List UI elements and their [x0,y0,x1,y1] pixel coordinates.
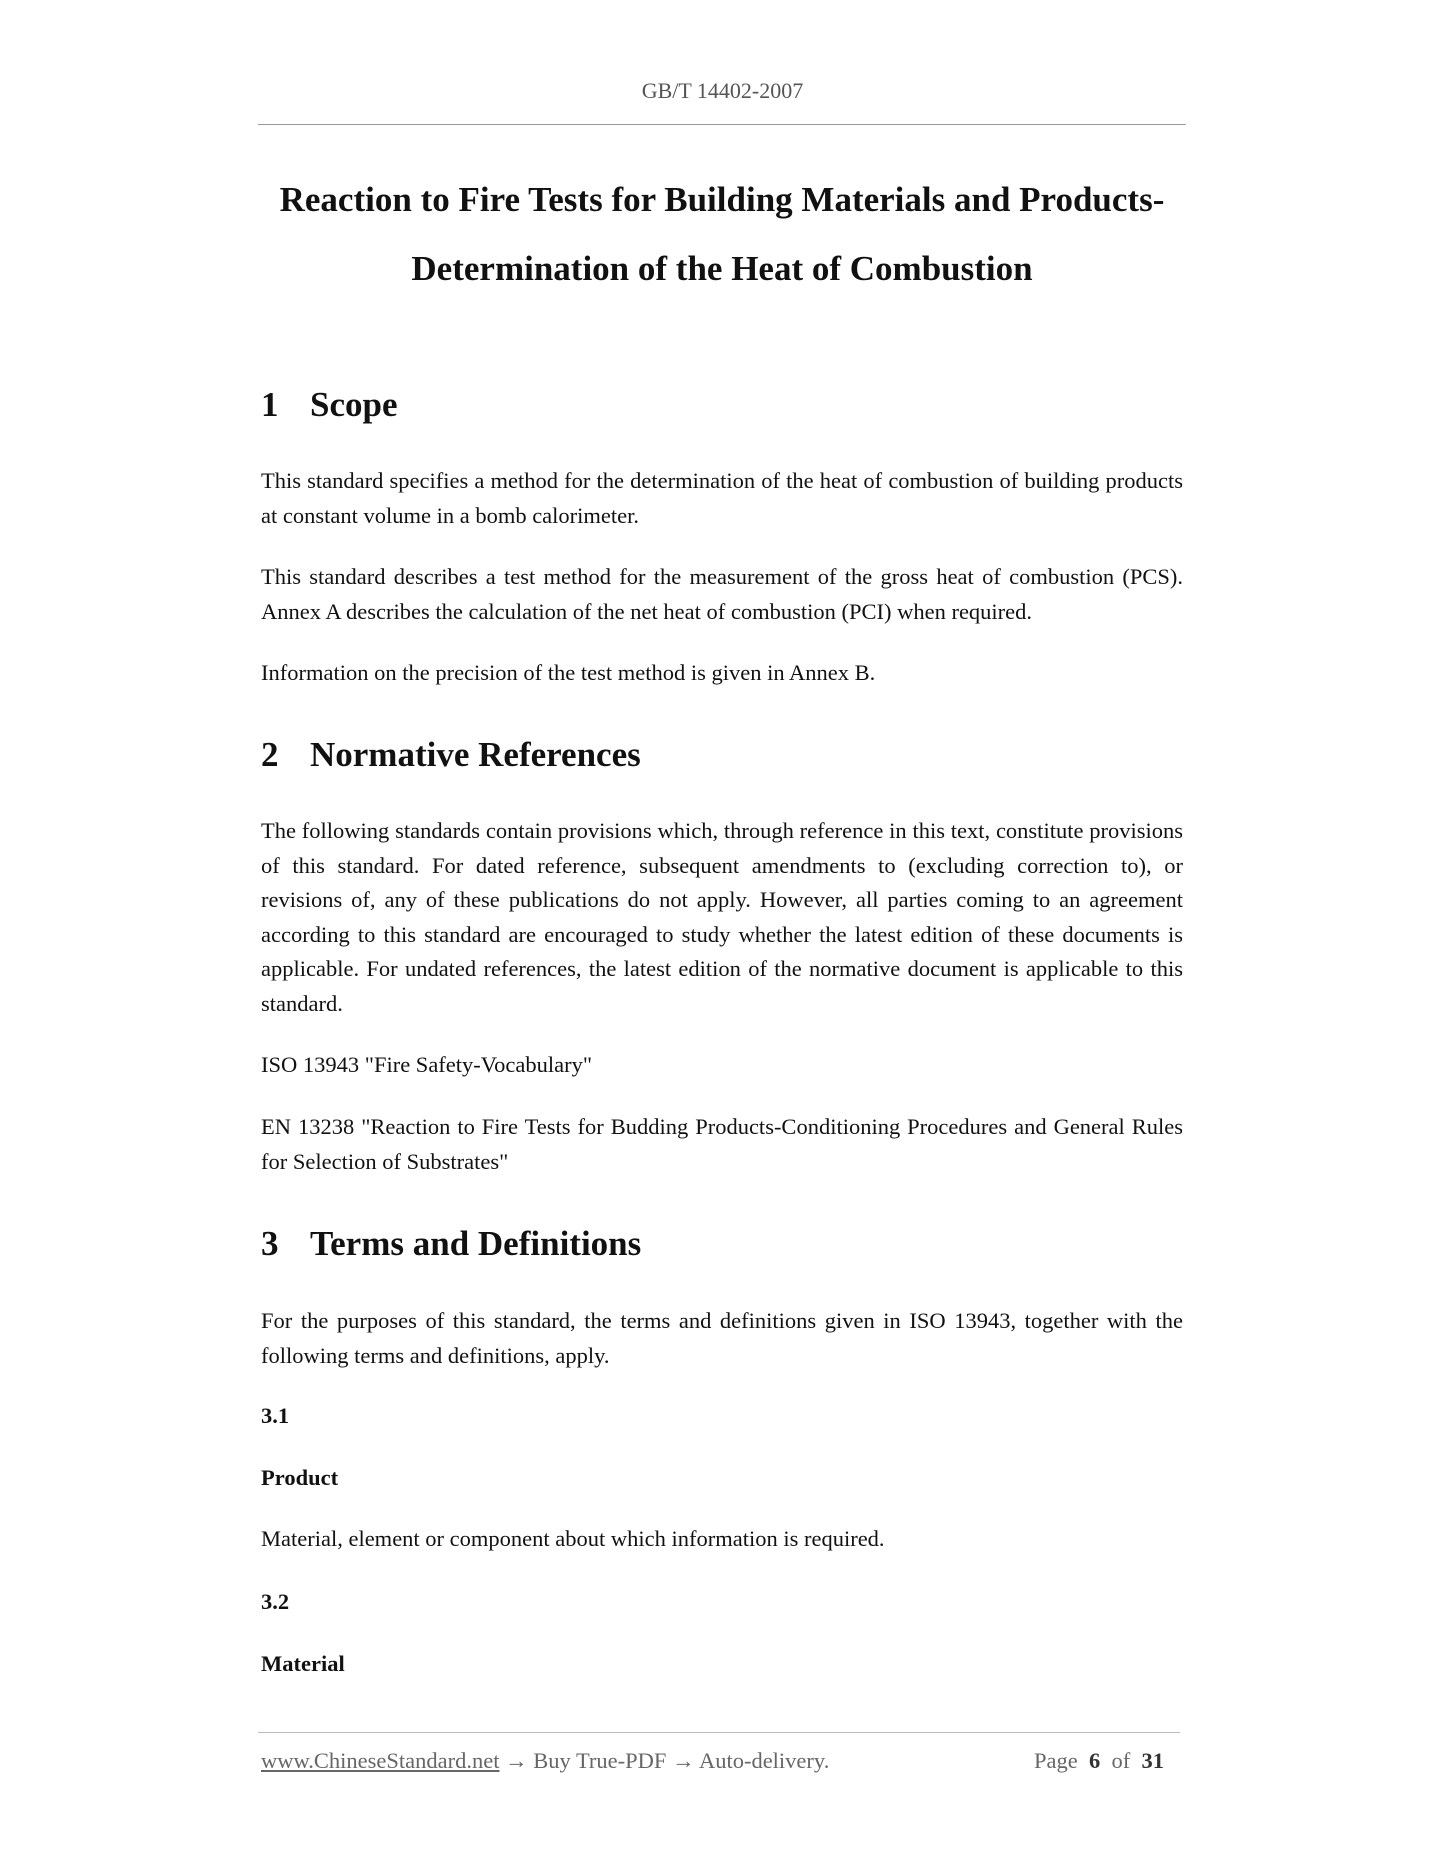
scope-paragraph-3: Information on the precision of the test method is given in Annex B. [261,660,876,685]
section-number: 3 [261,1224,279,1263]
section-number: 1 [261,385,279,424]
page-label: Page [1034,1748,1078,1773]
section-heading-normative-references [261,735,641,775]
section-number: 2 [261,735,279,774]
section-title: Normative References [310,735,641,774]
section-title: Scope [310,385,398,424]
arrow-right-icon: → [672,1748,695,1773]
page-indicator [1034,1748,1164,1774]
scope-paragraph-1: This standard specifies a method for the determination of the heat of combustion of building products at constant volume in a bomb calorimeter. [261,468,1183,528]
document-title-line-1: Reaction to Fire Tests for Building Materials and Products- [279,180,1165,219]
auto-delivery-text: Auto-delivery. [698,1748,830,1773]
header-divider [258,124,1186,125]
section-heading-scope [261,385,398,425]
term-definition: Material, element or component about which information is required. [261,1526,885,1551]
buy-true-pdf-text: Buy True-PDF [533,1748,667,1773]
term-name: Product [261,1465,339,1490]
current-page-number: 6 [1089,1748,1101,1773]
footer-promo [261,1748,829,1774]
document-title-line-2: Determination of the Heat of Combustion [411,249,1033,288]
arrow-right-icon: → [505,1748,528,1773]
term-number: 3.1 [261,1403,290,1428]
scope-paragraph-2: This standard describes a test method for the measurement of the gross heat of combustion (PCS). Annex A describes the calculation of the net heat of combustion (PCI) when required. [261,564,1183,624]
section-heading-terms-definitions [261,1224,641,1264]
document-id-header: GB/T 14402-2007 [641,78,804,103]
reference-iso-13943: ISO 13943 "Fire Safety-Vocabulary" [261,1052,593,1077]
section-title: Terms and Definitions [310,1224,642,1263]
term-number: 3.2 [261,1589,290,1614]
of-label: of [1111,1748,1131,1773]
chinesestandard-link[interactable]: www.ChineseStandard.net [261,1748,500,1773]
reference-en-13238: EN 13238 "Reaction to Fire Tests for Budding Products-Conditioning Procedures and General Rules for Selection of Substrates" [261,1114,1183,1174]
terms-intro-paragraph: For the purposes of this standard, the terms and definitions given in ISO 13943, together with the following terms and definitions, apply. [261,1308,1183,1368]
footer-divider [258,1732,1180,1733]
references-intro-paragraph: The following standards contain provisions which, through reference in this text, constitute provisions of this standard. For dated reference, subsequent amendments to (excluding correction to), or revisions of, any of these publications do not apply. However, all parties coming to an agreement according to this standard are encouraged to study whether the latest edition of these documents is applicable. For undated references, the latest edition of the normative document is applicable to this standard. [261,818,1183,1016]
total-page-count: 31 [1141,1748,1164,1773]
term-name: Material [261,1651,345,1676]
